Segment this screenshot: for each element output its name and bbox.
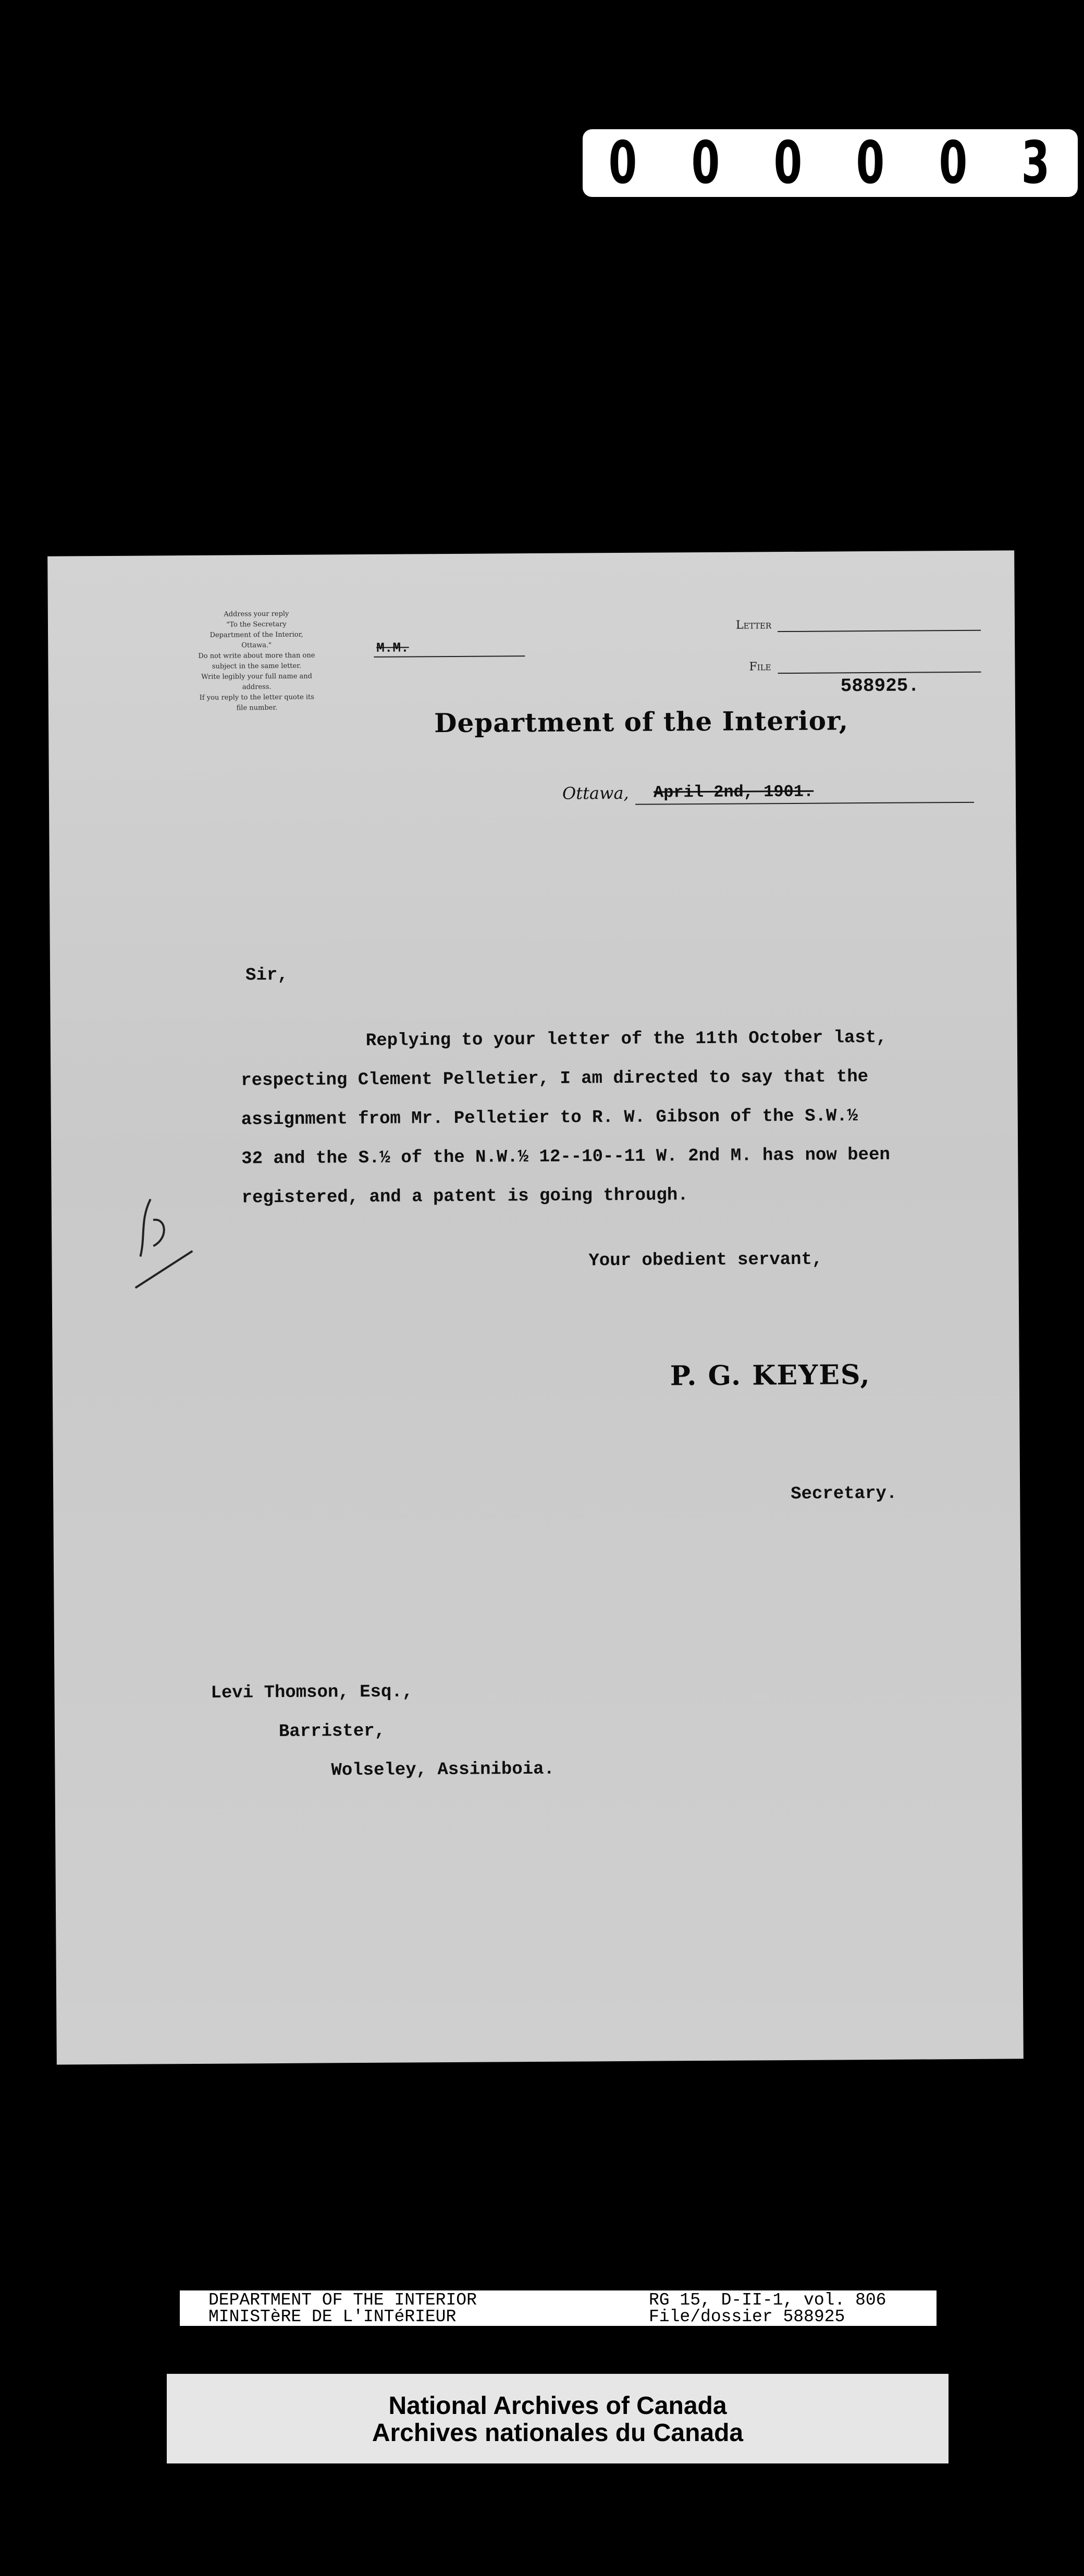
archive-name-fr: Archives nationales du Canada [372,2419,744,2447]
frame-digit: 0 [691,129,722,197]
body-line: 32 and the S.½ of the N.W.½ 12--10--11 W. 2nd M. has now been [241,1145,890,1169]
archive-name-en: National Archives of Canada [388,2392,727,2420]
archive-reference-strip [180,2290,937,2326]
reply-instructions-line: "To the Secretary [226,620,287,629]
department-name-en: DEPARTMENT OF THE INTERIOR [208,2290,477,2310]
file-field-line [778,672,981,674]
addressee-line: Wolseley, Assiniboia. [331,1759,555,1781]
file-field-label: File [749,660,771,674]
reply-instructions-line: Address your reply [224,610,289,618]
frame-digit: 0 [773,129,805,197]
addressee-line: Levi Thomson, Esq., [211,1682,413,1703]
initials-line [374,655,525,658]
reply-instructions-line: file number. [236,704,278,712]
body-line: registered, and a patent is going through. [241,1185,688,1208]
reply-instructions-line: If you reply to the letter quote its [199,693,314,702]
clerk-initials: M.M. [376,640,409,656]
body-line: assignment from Mr. Pelletier to R. W. Gibson of the S.W.½ [241,1106,858,1130]
reference-numbers [649,2292,886,2325]
letter-page [47,550,1024,2064]
archive-label [167,2374,949,2463]
date-line [635,802,974,805]
frame-digit: 0 [939,129,969,197]
reply-instructions-line: Department of the Interior, [210,630,303,639]
handwritten-margin-mark [130,1188,203,1293]
letter-field-line [778,630,981,632]
body-line: Replying to your letter of the 11th October last, [365,1027,887,1051]
reply-instructions-line: subject in the same letter. [212,662,302,671]
reply-instructions [144,609,369,714]
reply-instructions-line: Write legibly your full name and [201,672,312,681]
frame-digit: 3 [1021,129,1052,197]
signatory-title: Secretary. [791,1483,897,1505]
reply-instructions-line: Do not write about more than one [198,651,315,660]
department-names [208,2292,477,2325]
body-line: respecting Clement Pelletier, I am directed to say that the [241,1067,869,1091]
frame-digit: 0 [608,129,639,197]
signature-stamp: P. G. KEYES, [670,1359,871,1392]
file-dossier-number: File/dossier 588925 [649,2307,845,2326]
salutation: Sir, [245,965,288,986]
department-name-fr: MINISTèRE DE L'INTéRIEUR [208,2307,457,2326]
reply-instructions-line: address. [242,683,272,691]
letter-date: April 2nd, 1901. [653,782,814,802]
place-label: Ottawa, [562,783,629,803]
file-number: 588925. [840,675,920,697]
addressee-line: Barrister, [278,1721,386,1742]
closing: Your obedient servant, [588,1249,823,1271]
department-heading: Department of the Interior, [434,705,849,739]
letter-field-label: Letter [735,618,772,632]
frame-digit: 0 [856,129,887,197]
reply-instructions-line: Ottawa." [241,641,272,650]
record-group-reference: RG 15, D-II-1, vol. 806 [649,2290,886,2310]
frame-counter [583,129,1078,197]
